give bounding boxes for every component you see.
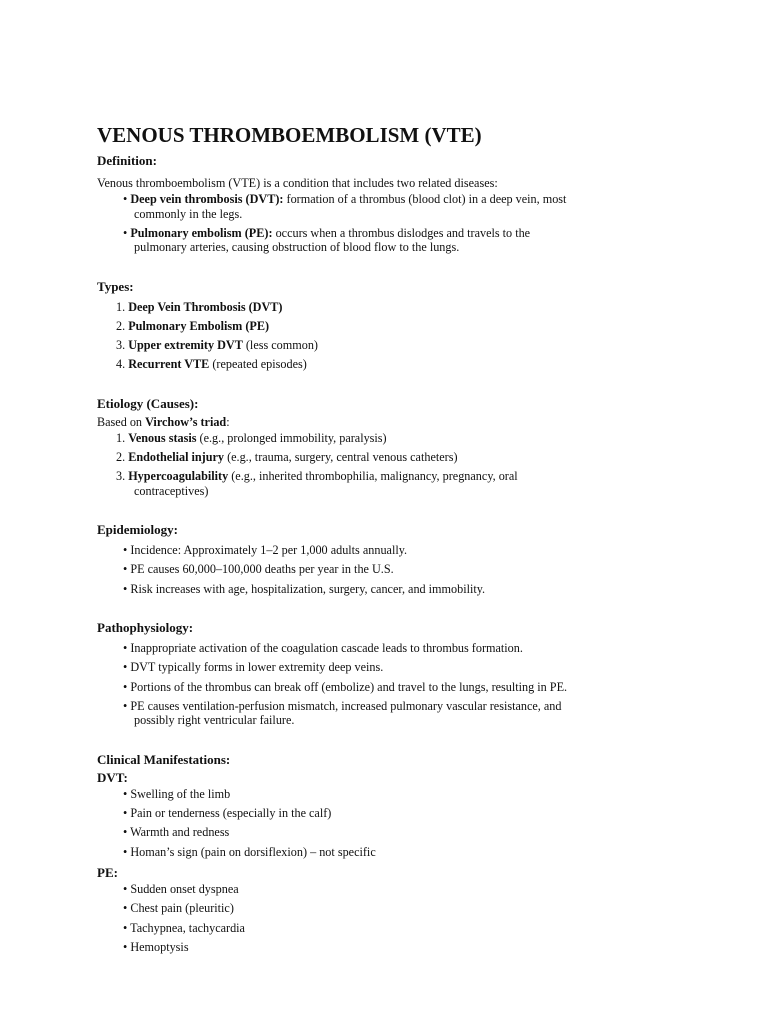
list-item xyxy=(97,192,577,221)
list-item xyxy=(97,680,577,695)
intro-prefix: Based on xyxy=(97,414,146,429)
bullet-icon: • xyxy=(123,562,128,577)
bullet-icon: • xyxy=(123,698,128,713)
term: Recurrent VTE xyxy=(128,357,210,372)
list-item xyxy=(97,357,577,372)
term: Deep Vein Thrombosis (DVT) xyxy=(128,299,283,314)
list-item xyxy=(97,319,577,334)
list-item xyxy=(97,543,577,558)
list-item xyxy=(97,450,577,465)
item-number: 4. xyxy=(116,357,126,372)
list-item xyxy=(97,825,577,840)
pe-list xyxy=(97,882,577,954)
definition-heading: Definition: xyxy=(97,153,157,168)
description: (less common) xyxy=(242,338,318,353)
item-text: DVT typically forms in lower extremity deep veins. xyxy=(130,660,384,675)
item-text: Inappropriate activation of the coagulation cascade leads to thrombus formation. xyxy=(130,641,523,656)
list-item xyxy=(97,431,577,446)
bullet-icon: • xyxy=(123,939,128,954)
definition-list xyxy=(97,192,577,255)
list-item xyxy=(97,582,577,597)
bullet-icon: • xyxy=(123,660,128,675)
description: (e.g., prolonged immobility, paralysis) xyxy=(196,430,387,445)
types-list xyxy=(97,300,577,372)
item-text: Pain or tenderness (especially in the calf) xyxy=(130,806,332,821)
bullet-icon: • xyxy=(123,543,128,558)
description: (e.g., trauma, surgery, central venous catheters) xyxy=(224,450,458,465)
list-item xyxy=(97,901,577,916)
bullet-icon: • xyxy=(123,581,128,596)
etiology-section xyxy=(97,395,577,499)
item-number: 1. xyxy=(116,299,126,314)
etiology-list xyxy=(97,431,577,499)
list-item xyxy=(97,940,577,955)
list-item xyxy=(97,699,577,728)
bullet-icon: • xyxy=(123,901,128,916)
etiology-intro xyxy=(97,413,577,431)
description: formation of a thrombus (blood clot) in a deep vein, most commonly in the legs. xyxy=(134,192,567,221)
item-text: Warmth and redness xyxy=(130,825,230,840)
pathophysiology-list xyxy=(97,641,577,728)
description: (e.g., inherited thrombophilia, malignancy, pregnancy, oral contraceptives) xyxy=(134,469,518,498)
pathophysiology-heading: Pathophysiology: xyxy=(97,620,194,636)
epidemiology-section xyxy=(97,521,577,596)
list-item xyxy=(97,300,577,315)
document-page xyxy=(97,124,577,959)
bullet-icon: • xyxy=(123,825,128,840)
item-number: 2. xyxy=(116,450,126,465)
bullet-icon: • xyxy=(123,225,128,240)
item-text: PE causes ventilation-perfusion mismatch, increased pulmonary vascular resistance, and possibly right ventricular failure. xyxy=(130,698,562,728)
definition-intro: Venous thromboembolism (VTE) is a condition that includes two related diseases: xyxy=(97,176,498,190)
list-item xyxy=(97,338,577,353)
epidemiology-heading: Epidemiology: xyxy=(97,522,178,538)
bullet-icon: • xyxy=(123,806,128,821)
bullet-icon: • xyxy=(123,641,128,656)
item-text: Incidence: Approximately 1–2 per 1,000 adults annually. xyxy=(130,543,408,558)
list-item xyxy=(97,882,577,897)
item-text: Homan’s sign (pain on dorsiflexion) – not specific xyxy=(130,844,376,859)
pathophysiology-section xyxy=(97,619,577,728)
bullet-icon: • xyxy=(123,679,128,694)
item-text: Sudden onset dyspnea xyxy=(130,881,239,896)
item-number: 3. xyxy=(116,469,126,484)
term: Endothelial injury xyxy=(128,450,225,465)
item-text: Portions of the thrombus can break off (embolize) and travel to the lungs, resulting in PE. xyxy=(130,679,568,694)
virchow-triad-term: Virchow’s triad xyxy=(145,414,227,429)
list-item xyxy=(97,845,577,860)
definition-section xyxy=(97,148,577,255)
item-text: Swelling of the limb xyxy=(130,786,231,801)
term: Deep vein thrombosis (DVT): xyxy=(130,192,284,206)
list-item xyxy=(97,921,577,936)
types-heading: Types: xyxy=(97,278,134,294)
term: Hypercoagulability xyxy=(128,469,229,484)
term: Pulmonary embolism (PE): xyxy=(130,225,273,240)
item-number: 3. xyxy=(116,338,126,353)
document-title: VENOUS THROMBOEMBOLISM (VTE) xyxy=(97,123,482,147)
item-number: 2. xyxy=(116,318,126,333)
item-text: Chest pain (pleuritic) xyxy=(130,901,234,916)
clinical-heading: Clinical Manifestations: xyxy=(97,751,231,767)
pe-subheading: PE: xyxy=(97,864,118,880)
item-text: Hemoptysis xyxy=(130,939,189,954)
item-number: 1. xyxy=(116,430,126,445)
list-item xyxy=(97,469,577,498)
list-item xyxy=(97,806,577,821)
list-item xyxy=(97,641,577,656)
bullet-icon: • xyxy=(123,192,128,206)
item-text: Tachypnea, tachycardia xyxy=(130,920,245,935)
item-text: PE causes 60,000–100,000 deaths per year in the U.S. xyxy=(130,562,394,577)
list-item xyxy=(97,562,577,577)
term: Pulmonary Embolism (PE) xyxy=(128,318,270,333)
clinical-section xyxy=(97,751,577,955)
bullet-icon: • xyxy=(123,881,128,896)
dvt-list xyxy=(97,787,577,859)
bullet-icon: • xyxy=(123,920,128,935)
types-section xyxy=(97,278,577,372)
item-text: Risk increases with age, hospitalization, surgery, cancer, and immobility. xyxy=(130,581,486,596)
list-item xyxy=(97,660,577,675)
description: (repeated episodes) xyxy=(209,357,307,372)
etiology-heading: Etiology (Causes): xyxy=(97,395,199,411)
bullet-icon: • xyxy=(123,786,128,801)
term: Upper extremity DVT xyxy=(128,338,243,353)
epidemiology-list xyxy=(97,543,577,596)
description: occurs when a thrombus dislodges and travels to the pulmonary arteries, causing obstruction of blood flow to the lungs. xyxy=(134,225,531,255)
term: Venous stasis xyxy=(128,430,197,445)
list-item xyxy=(97,226,577,255)
dvt-subheading: DVT: xyxy=(97,769,128,785)
list-item xyxy=(97,787,577,802)
intro-suffix: : xyxy=(226,414,230,429)
bullet-icon: • xyxy=(123,844,128,859)
